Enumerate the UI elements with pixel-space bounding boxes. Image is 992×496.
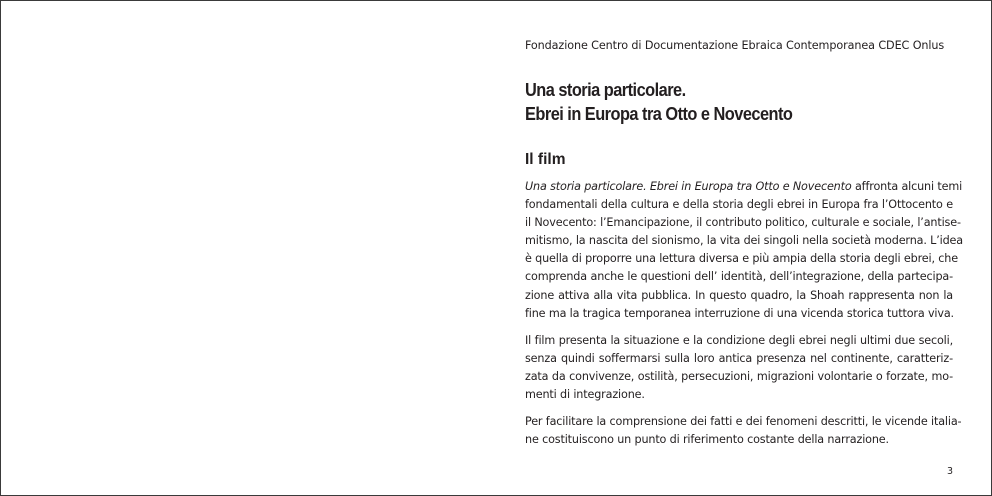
- paragraph-line: mitismo, la nascita del sionismo, la vita dei singoli nella società moderna. L’idea: [525, 234, 963, 248]
- paragraph-line: fondamentali della cultura e della storia degli ebrei in Europa fra l’Ottocento e: [525, 198, 953, 212]
- paragraph-3: [525, 413, 962, 449]
- paragraph-2: [525, 332, 953, 404]
- paragraph-text: affronta alcuni temi: [851, 180, 963, 193]
- paragraph-line: fine ma la tragica temporanea interruzione di una vicenda storica tuttora viva.: [525, 306, 954, 320]
- paragraph-line: comprenda anche le questioni dell’ identità, dell’integrazione, della partecipa-: [525, 270, 953, 284]
- page-number: 3: [946, 466, 953, 477]
- paragraph-line: ne costituiscono un punto di riferimento costante della narrazione.: [525, 433, 889, 447]
- paragraph-1: [525, 178, 963, 323]
- paragraph-line: il Novecento: l’Emancipazione, il contributo politico, culturale e sociale, l’antise-: [525, 216, 961, 230]
- paragraph-line: zione attiva alla vita pubblica. In questo quadro, la Shoah rappresenta non la: [525, 288, 953, 302]
- paragraph-line: è quella di proporre una lettura diversa e più ampia della storia degli ebrei, che: [525, 252, 958, 266]
- section-heading: Il film: [525, 151, 566, 168]
- paragraph-line: zata da convivenze, ostilità, persecuzioni, migrazioni volontarie o forzate, mo-: [525, 369, 953, 383]
- right-page: [525, 1, 963, 495]
- organization-header: Fondazione Centro di Documentazione Ebraica Contemporanea CDEC Onlus: [525, 39, 945, 52]
- paragraph-line: Per facilitare la comprensione dei fatti e dei fenomeni descritti, le vicende italia-: [525, 415, 962, 429]
- paragraph-line: Il film presenta la situazione e la condizione degli ebrei negli ultimi due secoli,: [525, 333, 953, 347]
- paragraph-line: menti di integrazione.: [525, 388, 645, 402]
- title-line-2: Ebrei in Europa tra Otto e Novecento: [525, 103, 793, 124]
- body-text: [525, 178, 963, 458]
- paragraph-line: senza quindi soffermarsi sulla loro antica presenza nel continente, caratteriz-: [525, 351, 953, 365]
- page-title: [525, 78, 902, 126]
- film-title-italic: Una storia particolare. Ebrei in Europa tra Otto e Novecento: [525, 180, 852, 193]
- title-line-1: Una storia particolare.: [525, 79, 686, 100]
- paragraph-line: [525, 178, 963, 196]
